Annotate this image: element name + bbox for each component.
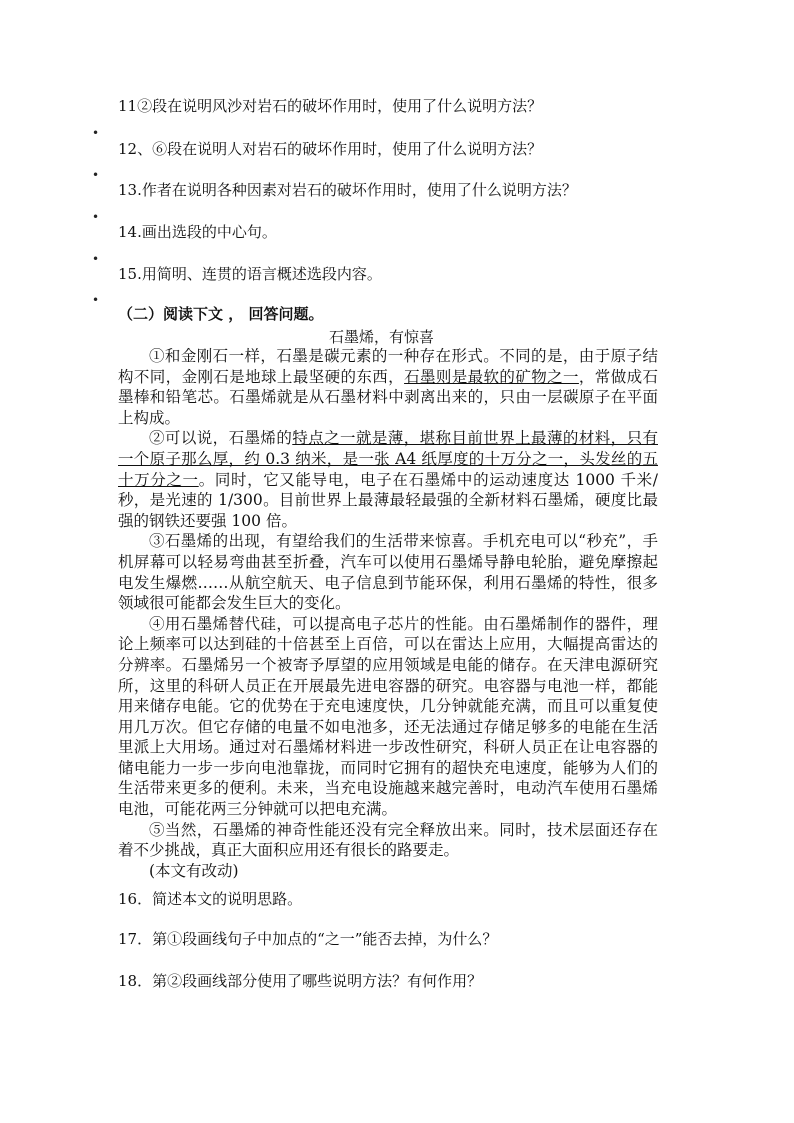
question-12: 12、⑥段在说明人对岩石的破坏作用时，使用了什么说明方法？ [118, 140, 543, 158]
paragraph-2: ②可以说，石墨烯的特点之一就是薄，堪称目前世界上最薄的材料，只有一个原子那么厚，约 0.3 纳米，是一张 A4 纸厚度的十万分之一，头发丝的五十万分之一。同时，它又能导电，电子在石墨烯中的运动速度达 1000 千米/秒，是光速的 1/300。目前世界上最薄最轻最强的全新材料石墨烯，硬度比最强的钢铁还要强 100 倍。 [118, 429, 658, 530]
underlined-sentence: 特点之一就是薄，堪称目前世界上最薄的材料，只有一个原子那么厚，约 0.3 纳米，是一张 A4 纸厚度的十万分之一，头发丝的五十万分之一 [118, 429, 658, 489]
bullet-marker: • [92, 210, 100, 224]
paragraph-3: ③石墨烯的出现，有望给我们的生活带来惊喜。手机充电可以“秒充”，手机屏幕可以轻易弯曲甚至折叠，汽车可以使用石墨烯导静电轮胎，避免摩擦起电发生爆燃……从航空航天、电子信息到节能环保，利用石墨烯的特性，很多领域很可能都会发生巨大的变化。 [118, 532, 658, 613]
question-18: 18．第②段画线部分使用了哪些说明方法？有何作用？ [118, 972, 483, 990]
article-body [118, 346, 658, 881]
question-13: 13.作者在说明各种因素对岩石的破坏作用时，使用了什么说明方法？ [118, 181, 577, 199]
question-16: 16．简述本文的说明思路。 [118, 890, 303, 908]
question-11: 11②段在说明风沙对岩石的破坏作用时，使用了什么说明方法？ [118, 97, 543, 115]
bullet-marker: • [92, 126, 100, 140]
bullet-marker: • [92, 168, 100, 182]
bullet-marker: • [92, 293, 100, 307]
source-note: (本文有改动) [149, 861, 239, 880]
article-title: 石墨烯，有惊喜 [329, 328, 435, 346]
section-heading: （二）阅读下文 ， 回答问题。 [118, 305, 324, 323]
question-14: 14.画出选段的中心句。 [118, 223, 277, 241]
bullet-marker: • [92, 252, 100, 266]
paragraph-4: ④用石墨烯替代硅，可以提高电子芯片的性能。由石墨烯制作的器件，理论上频率可以达到硅的十倍甚至上百倍，可以在雷达上应用，大幅提高雷达的分辨率。石墨烯另一个被寄予厚望的应用领域是电能的储存。在天津电源研究所，这里的科研人员正在开展最先进电容器的研究。电容器与电池一样，都能用来储存电能。它的优势在于充电速度快，几分钟就能充满，而且可以重复使用几万次。但它存储的电量不如电池多，还无法通过存储足够多的电能在生活里派上大用场。通过对石墨烯材料进一步改性研究，科研人员正在让电容器的储电能力一步一步向电池靠拢，而同时它拥有的超快充电速度，能够为人们的生活带来更多的便利。未来，当充电设施越来越完善时，电动汽车使用石墨烯电池，可能花两三分钟就可以把电充满。 [118, 614, 658, 819]
question-15: 15.用简明、连贯的语言概述选段内容。 [118, 265, 382, 283]
question-17: 17．第①段画线句子中加点的“之一”能否去掉，为什么？ [118, 930, 498, 948]
underlined-sentence: 石墨则是最软的矿物之一 [404, 367, 579, 386]
paragraph-5: ⑤当然，石墨烯的神奇性能还没有完全释放出来。同时，技术层面还存在着不少挑战，真正大面积应用还有很长的路要走。 [118, 820, 658, 860]
paragraph-1: ①和金刚石一样，石墨是碳元素的一种存在形式。不同的是，由于原子结构不同，金刚石是地球上最坚硬的东西，石墨则是最软的矿物之一，常做成石墨棒和铅笔芯。石墨烯就是从石墨材料中剥离出来的，只由一层碳原子在平面上构成。 [118, 347, 658, 427]
